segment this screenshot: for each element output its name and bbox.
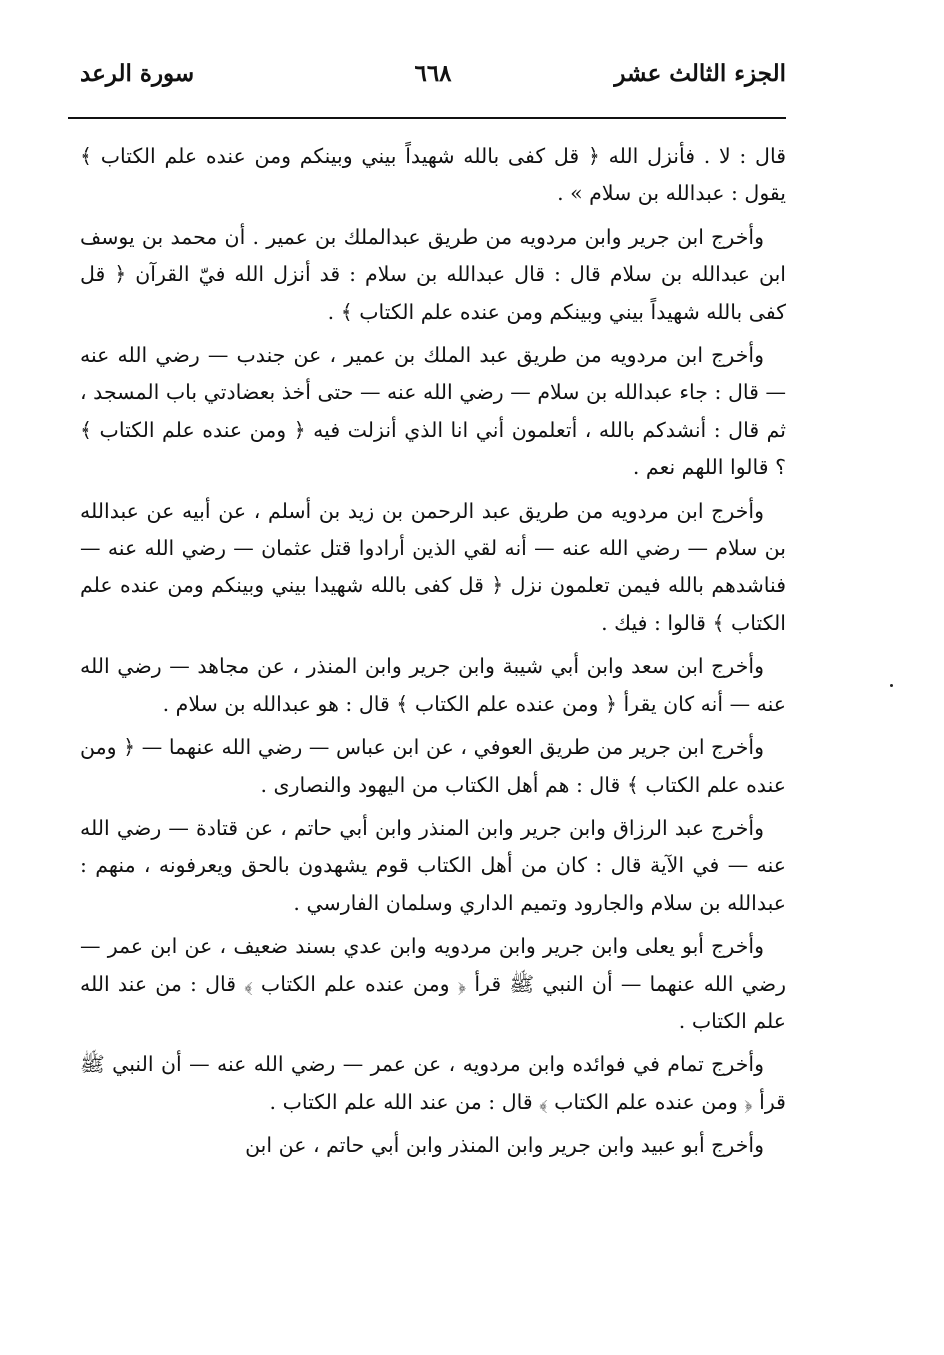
page-number: ٦٦٨ xyxy=(414,60,452,87)
paragraph: وأخرج ابن سعد وابن أبي شيبة وابن جرير وابن المنذر ، عن مجاهد — رضي الله عنه — أنه كان يقرأ ﴿ ومن عنده علم الكتاب ﴾ قال : هو عبدالله بن سلام . xyxy=(80,654,786,716)
header-divider xyxy=(68,117,786,119)
paragraph: وأخرج عبد الرزاق وابن جرير وابن المنذر وابن أبي حاتم ، عن قتادة — رضي الله عنه — في الآية قال : كان من أهل الكتاب قوم يشهدون بالحق ويعرفونه ، منهم : عبدالله بن سلام والجارود وتميم الداري وسلمان الفارسي . xyxy=(80,815,786,915)
paragraph: وأخرج ابن جرير وابن مردويه من طريق عبدالملك بن عمير . أن محمد بن يوسف ابن عبدالله بن سلام قال : قال عبدالله بن سلام : قد أنزل الله فيّ القرآن ﴿ قل كفى بالله شهيداً بيني وبينكم ومن عنده علم الكتاب ﴾ . xyxy=(80,224,786,324)
paragraph: وأخرج أبو عبيد وابن جرير وابن المنذر وابن أبي حاتم ، عن ابن xyxy=(245,1133,764,1158)
header-surah-title: سورة الرعد xyxy=(80,60,195,87)
page-body xyxy=(80,138,786,1171)
paragraph: وأخرج أبو يعلى وابن جرير وابن مردويه وابن عدي بسند ضعيف ، عن ابن عمر — رضي الله عنهما — أن النبي ﷺ قرأ ﴿ ومن عنده علم الكتاب ﴾ قال : من عند الله علم الكتاب . xyxy=(80,934,786,1033)
scan-speck xyxy=(890,684,893,687)
paragraph: وأخرج ابن جرير من طريق العوفي ، عن ابن عباس — رضي الله عنهما — ﴿ ومن عنده علم الكتاب ﴾ قال : هم أهل الكتاب من اليهود والنصارى . xyxy=(80,735,786,797)
paragraph: وأخرج تمام في فوائده وابن مردويه ، عن عمر — رضي الله عنه — أن النبي ﷺ قرأ ﴿ ومن عنده علم الكتاب ﴾ قال : من عند الله علم الكتاب . xyxy=(80,1052,786,1114)
page-header xyxy=(80,56,786,96)
paragraph: قال : لا . فأنزل الله ﴿ قل كفى بالله شهيداً بيني وبينكم ومن عنده علم الكتاب ﴾ يقول : عبدالله بن سلام » . xyxy=(80,144,786,206)
header-part-title: الجزء الثالث عشر xyxy=(614,60,786,87)
paragraph: وأخرج ابن مردويه من طريق عبد الملك بن عمير ، عن جندب — رضي الله عنه — قال : جاء عبدالله بن سلام — رضي الله عنه — حتى أخذ بعضادتي باب المسجد ، ثم قال : أنشدكم بالله ، أتعلمون أني انا الذي أنزلت فيه ﴿ ومن عنده علم الكتاب ﴾ ؟ قالوا اللهم نعم . xyxy=(80,343,786,480)
paragraph: وأخرج ابن مردويه من طريق عبد الرحمن بن زيد بن أسلم ، عن أبيه عن عبدالله بن سلام — رضي الله عنه — أنه لقي الذين أرادوا قتل عثمان — رضي الله عنه — فناشدهم بالله فيمن تعلمون نزل ﴿ قل كفى بالله شهيدا بيني وبينكم ومن عنده علم الكتاب ﴾ قالوا : فيك . xyxy=(80,498,786,635)
